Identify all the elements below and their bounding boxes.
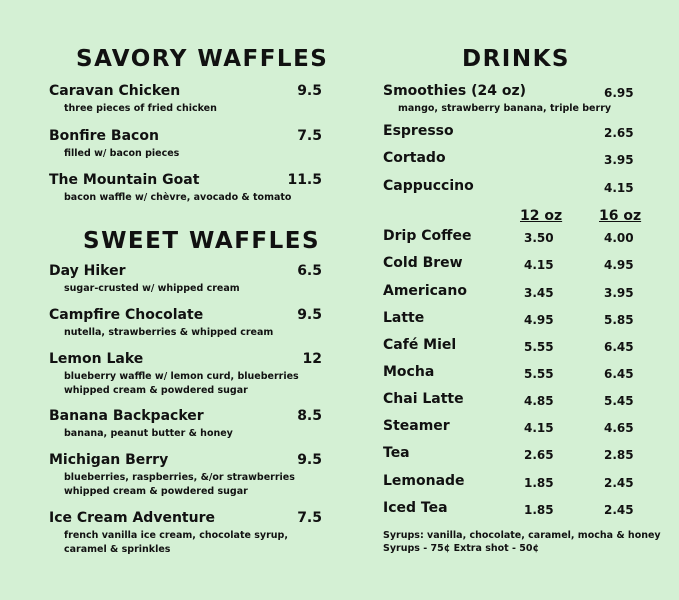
price-16oz: 4.65 [604, 421, 634, 435]
price-16oz: 4.95 [604, 258, 634, 272]
item-name: Ice Cream Adventure [49, 510, 215, 526]
price-16oz: 2.45 [604, 503, 634, 517]
drink-price: 3.95 [604, 153, 634, 167]
drink-name: Steamer [383, 418, 450, 434]
item-price: 9.5 [297, 452, 322, 468]
drink-name: Drip Coffee [383, 228, 472, 244]
item-description: blueberries, raspberries, &/or strawberries [64, 472, 295, 483]
drink-name: Americano [383, 283, 467, 299]
drink-name: Mocha [383, 364, 435, 380]
drink-price: 2.65 [604, 126, 634, 140]
price-12oz: 4.95 [524, 313, 554, 327]
menu-item [49, 83, 217, 116]
item-description: three pieces of fried chicken [64, 103, 217, 114]
drink-price: 6.95 [604, 86, 634, 100]
extras-note: Syrups - 75¢ Extra shot - 50¢ [383, 543, 540, 554]
menu-item [49, 408, 233, 441]
price-12oz: 5.55 [524, 367, 554, 381]
item-name: The Mountain Goat [49, 172, 200, 188]
menu-item [49, 452, 295, 499]
item-price: 8.5 [297, 408, 322, 424]
price-16oz: 5.45 [604, 394, 634, 408]
item-description: sugar-crusted w/ whipped cream [64, 283, 240, 294]
menu-item [49, 128, 179, 161]
drink-name: Cappuccino [383, 178, 474, 194]
menu-item [49, 263, 240, 296]
item-description: bacon waffle w/ chèvre, avocado & tomato [64, 192, 292, 203]
item-description: nutella, strawberries & whipped cream [64, 327, 274, 338]
item-description: caramel & sprinkles [64, 544, 171, 555]
drink-name: Chai Latte [383, 391, 464, 407]
menu-item [49, 172, 291, 205]
menu-item [49, 307, 273, 340]
price-16oz: 3.95 [604, 286, 634, 300]
drink-description: mango, strawberry banana, triple berry [398, 103, 612, 114]
price-16oz: 6.45 [604, 367, 634, 381]
price-12oz: 4.15 [524, 421, 554, 435]
item-price: 7.5 [297, 128, 322, 144]
menu-item [49, 510, 288, 557]
price-16oz: 5.85 [604, 313, 634, 327]
drink-name: Iced Tea [383, 500, 448, 516]
size-header-12oz: 12 oz [520, 208, 563, 224]
drink-name: Lemonade [383, 473, 465, 489]
price-12oz: 2.65 [524, 448, 554, 462]
drink-name: Cortado [383, 150, 446, 166]
price-16oz: 2.45 [604, 476, 634, 490]
drink-price: 4.15 [604, 181, 634, 195]
menu-item [49, 351, 299, 398]
price-16oz: 2.85 [604, 448, 634, 462]
price-16oz: 4.00 [604, 231, 634, 245]
drinks-title: DRINKS [462, 46, 570, 72]
price-12oz: 4.15 [524, 258, 554, 272]
item-price: 11.5 [287, 172, 322, 188]
item-price: 7.5 [297, 510, 322, 526]
sweet-waffles-title: SWEET WAFFLES [83, 228, 321, 254]
item-name: Campfire Chocolate [49, 307, 204, 323]
item-price: 9.5 [297, 83, 322, 99]
drink-name: Smoothies (24 oz) [383, 83, 526, 99]
savory-waffles-title: SAVORY WAFFLES [76, 46, 329, 72]
drink-item [383, 83, 611, 116]
item-price: 9.5 [297, 307, 322, 323]
item-name: Caravan Chicken [49, 83, 181, 99]
drink-name: Espresso [383, 123, 454, 139]
item-name: Day Hiker [49, 263, 126, 279]
item-name: Lemon Lake [49, 351, 144, 367]
item-name: Banana Backpacker [49, 408, 204, 424]
size-header-16oz: 16 oz [599, 208, 642, 224]
price-12oz: 5.55 [524, 340, 554, 354]
item-description: french vanilla ice cream, chocolate syrup, [64, 530, 288, 541]
item-description: banana, peanut butter & honey [64, 428, 233, 439]
drink-name: Tea [383, 445, 410, 461]
drink-name: Latte [383, 310, 425, 326]
item-price: 12 [302, 351, 322, 367]
item-description: filled w/ bacon pieces [64, 148, 180, 159]
item-name: Bonfire Bacon [49, 128, 159, 144]
item-description: blueberry waffle w/ lemon curd, blueberries [64, 371, 299, 382]
price-12oz: 4.85 [524, 394, 554, 408]
drink-name: Cold Brew [383, 255, 463, 271]
price-12oz: 1.85 [524, 476, 554, 490]
item-description: whipped cream & powdered sugar [64, 486, 248, 497]
item-description: whipped cream & powdered sugar [64, 385, 248, 396]
price-16oz: 6.45 [604, 340, 634, 354]
price-12oz: 1.85 [524, 503, 554, 517]
price-12oz: 3.45 [524, 286, 554, 300]
syrups-note: Syrups: vanilla, chocolate, caramel, mocha & honey [383, 530, 661, 541]
price-12oz: 3.50 [524, 231, 554, 245]
item-name: Michigan Berry [49, 452, 169, 468]
drink-name: Café Miel [383, 337, 457, 353]
item-price: 6.5 [297, 263, 322, 279]
